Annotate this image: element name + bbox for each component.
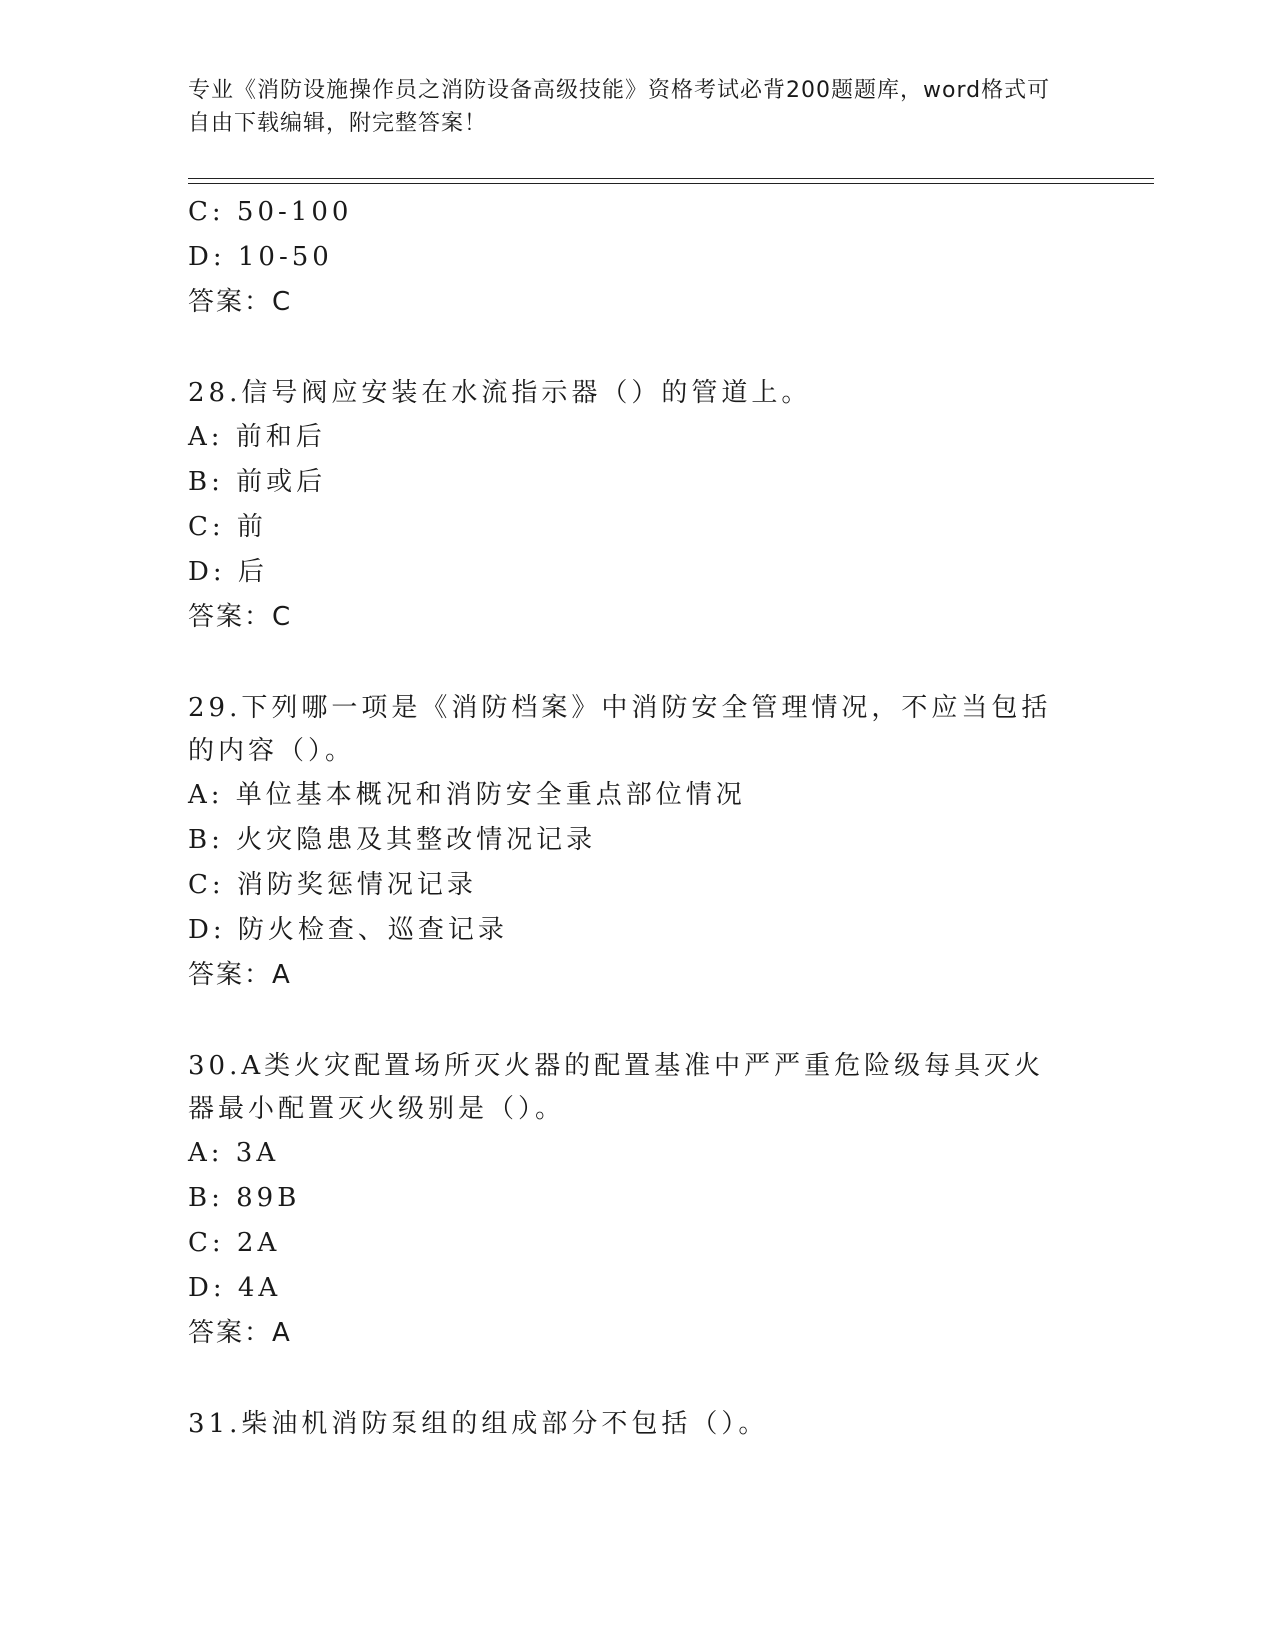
question-30 <box>188 1045 1088 1356</box>
header-divider-top <box>188 178 1154 179</box>
answer-line: 答案：C <box>188 602 293 632</box>
question-29 <box>188 687 1088 998</box>
option-d: D: 后 <box>188 557 268 587</box>
option-d: D: 4A <box>188 1273 282 1303</box>
option-b: B: 89B <box>188 1183 301 1213</box>
question-list <box>188 190 1088 1446</box>
answer-line: 答案：C <box>188 287 293 317</box>
question-27-tail <box>188 190 1088 325</box>
option-c: C: 消防奖惩情况记录 <box>188 870 477 900</box>
question-stem: 30.A类火灾配置场所灭火器的配置基准中严严重危险级每具灭火器最小配置灭火级别是（）。 <box>188 1051 1045 1124</box>
header-divider-bottom <box>188 183 1154 184</box>
answer-line: 答案：A <box>188 1318 292 1348</box>
question-stem: 28.信号阀应安装在水流指示器（）的管道上。 <box>188 378 812 408</box>
question-28 <box>188 372 1088 640</box>
question-31 <box>188 1403 1088 1446</box>
option-d: D: 10-50 <box>188 242 333 272</box>
question-stem: 29.下列哪一项是《消防档案》中消防安全管理情况，不应当包括的内容（）。 <box>188 693 1052 766</box>
option-c: C: 前 <box>188 512 267 542</box>
option-a: A: 3A <box>188 1138 280 1168</box>
option-a: A: 前和后 <box>188 422 326 452</box>
option-b: B: 火灾隐患及其整改情况记录 <box>188 825 597 855</box>
option-c: C: 50-100 <box>188 197 353 227</box>
option-b: B: 前或后 <box>188 467 327 497</box>
answer-line: 答案：A <box>188 960 292 990</box>
option-d: D: 防火检查、巡查记录 <box>188 915 508 945</box>
option-a: A: 单位基本概况和消防安全重点部位情况 <box>188 780 746 810</box>
document-header: 专业《消防设施操作员之消防设备高级技能》资格考试必背200题题库，word格式可自由下载编辑，附完整答案！ <box>188 78 1051 136</box>
question-stem: 31.柴油机消防泵组的组成部分不包括（）。 <box>188 1409 769 1439</box>
option-c: C: 2A <box>188 1228 281 1258</box>
